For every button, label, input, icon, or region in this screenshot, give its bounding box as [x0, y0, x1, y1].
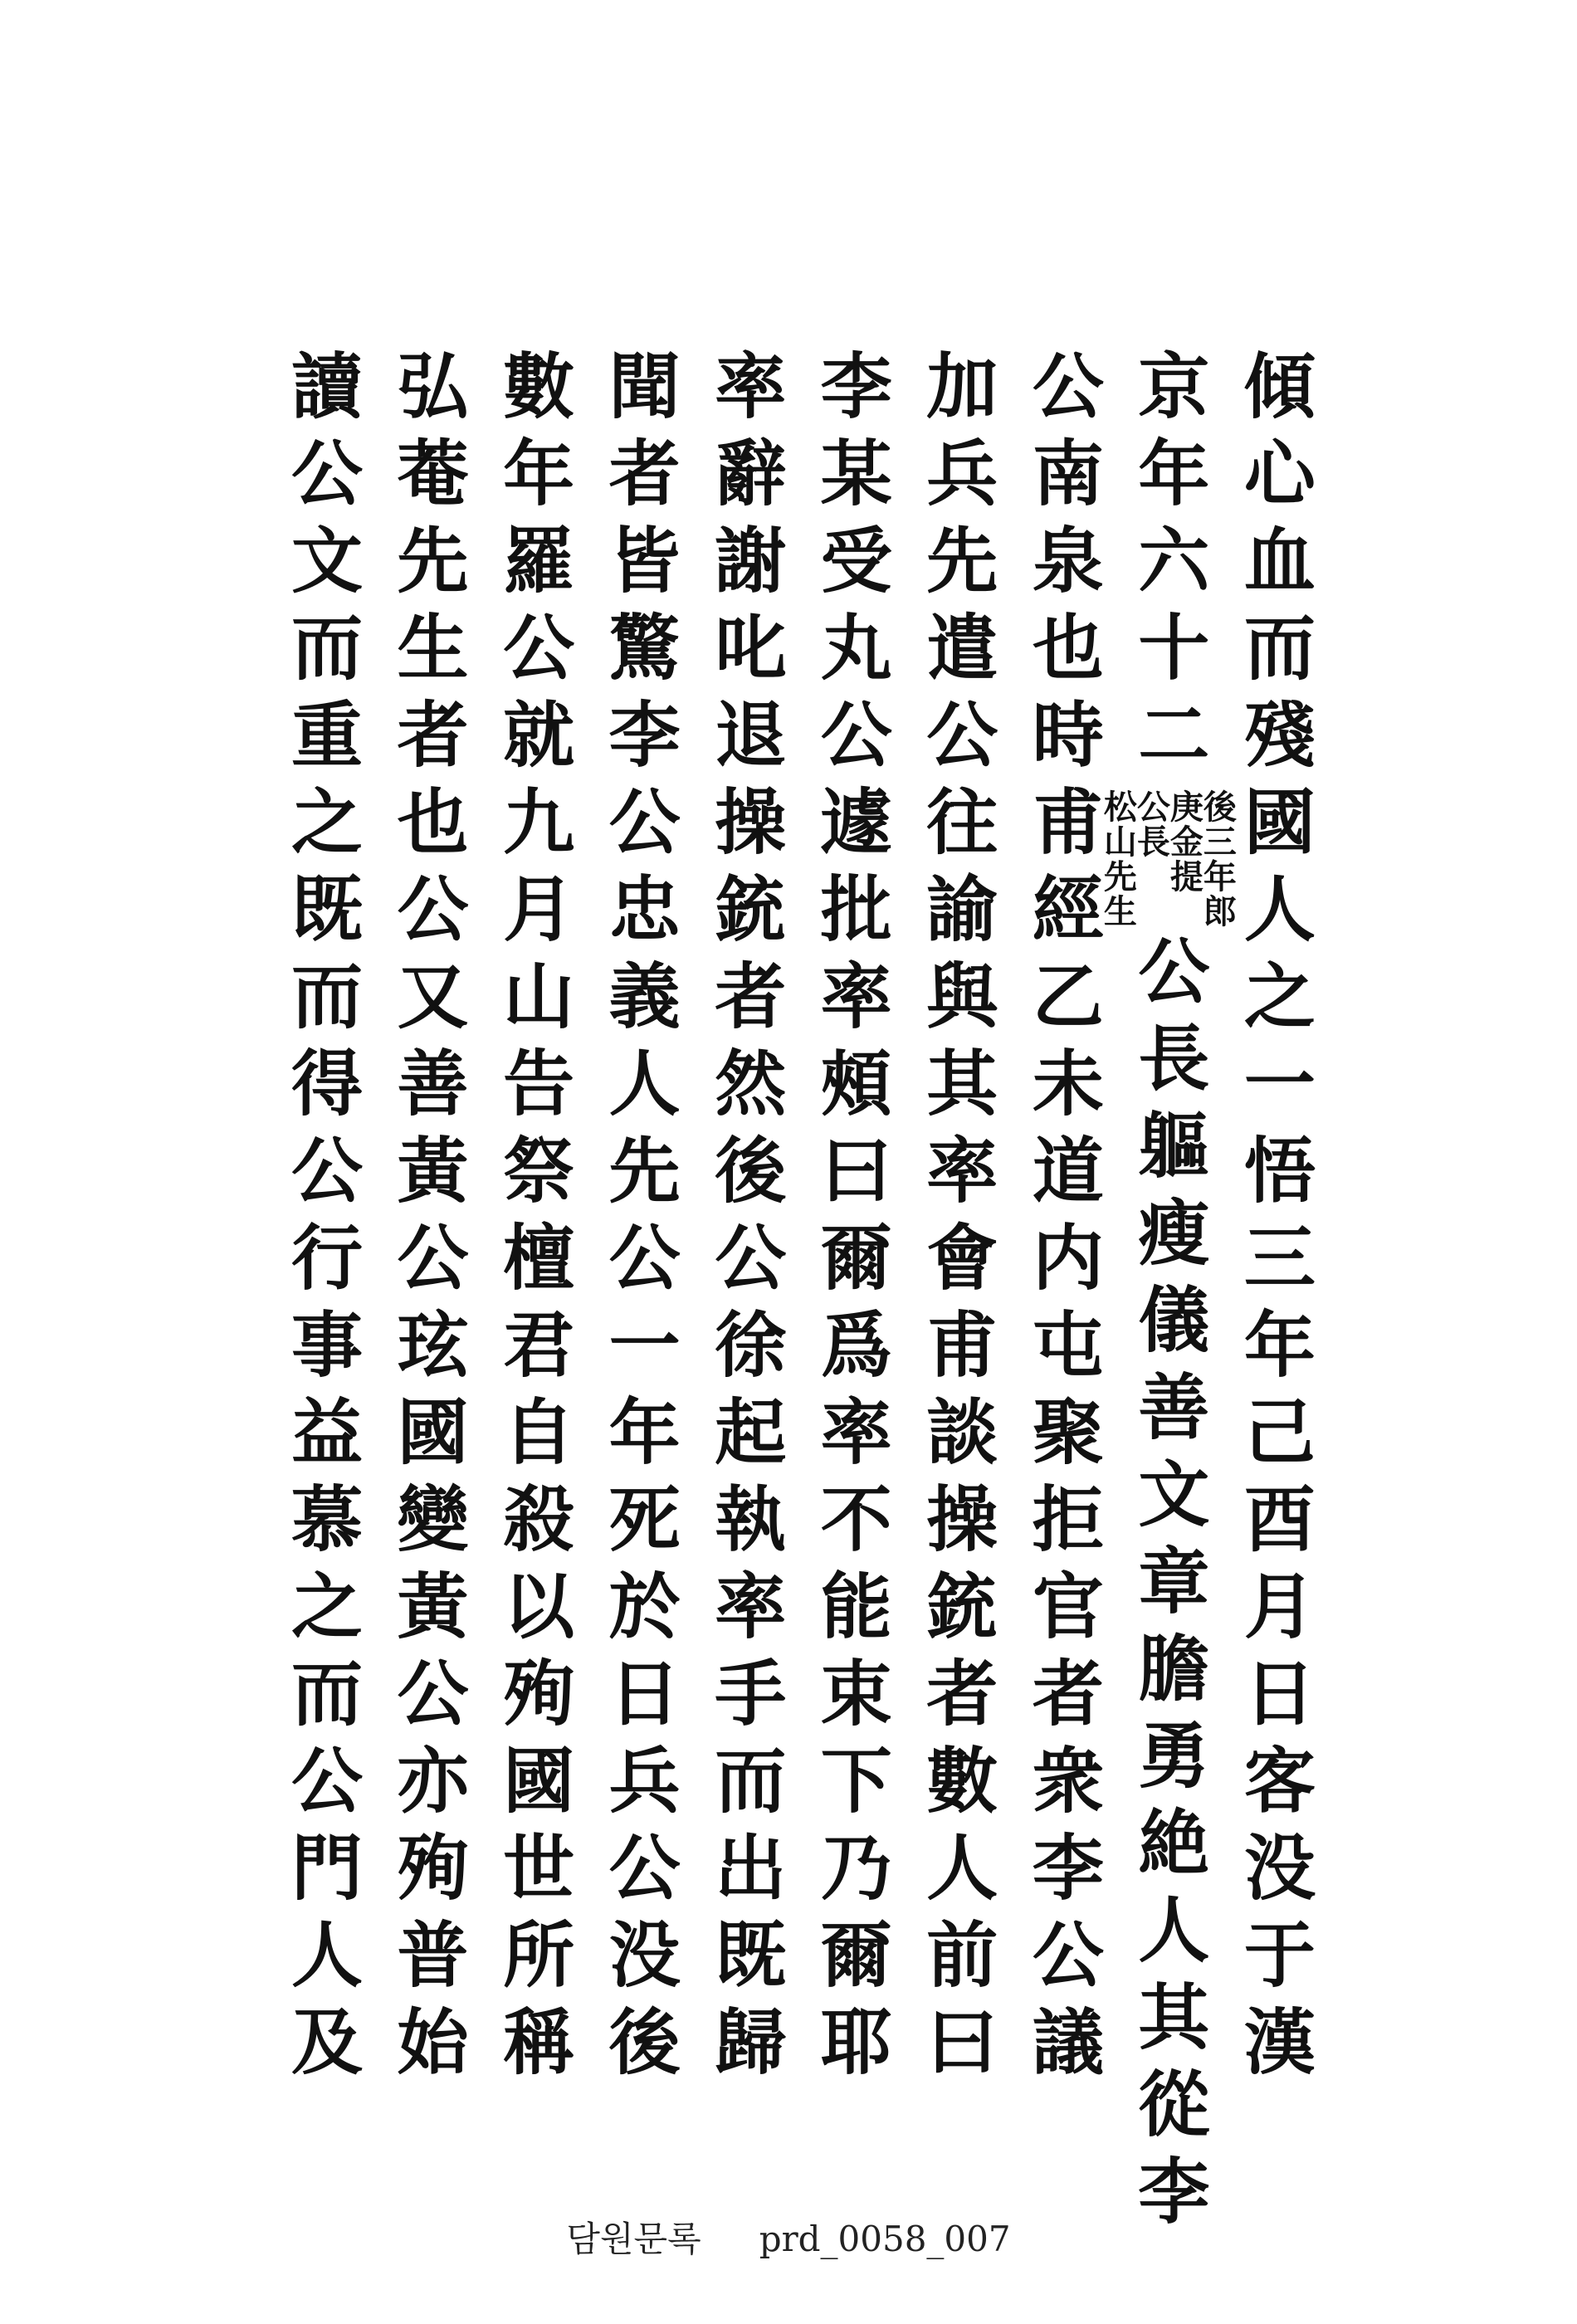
column-text: 弘菴先生者也公又善黃公玹國變黃公亦殉普始 — [384, 349, 469, 2092]
collection-title: 담원문록 — [566, 2219, 701, 2259]
text-column-6 — [697, 349, 790, 2092]
column-text-cont: 公長軀瘦儀善文章膽勇絶人其從李 — [1125, 934, 1210, 2241]
text-column-5 — [803, 349, 896, 2092]
text-column-7 — [592, 349, 685, 2092]
text-column-1 — [1227, 349, 1320, 2092]
column-text: 讀公文而重之既而得公行事益慕之而公門人及 — [279, 349, 363, 2092]
column-text: 率辭謝叱退操銃者然後公徐起執率手而出既歸 — [702, 349, 787, 2092]
note-line: 公長 — [1131, 789, 1171, 859]
note-line: 庚金提 — [1164, 789, 1204, 894]
text-column-3 — [1015, 349, 1108, 2092]
column-text: 聞者皆驚李公忠義人先公一年死於日兵公没後 — [596, 349, 681, 2092]
column-text: 李某受丸公遽批率頰曰爾爲率不能束下乃爾耶 — [808, 349, 892, 2092]
text-column-2 — [1098, 349, 1238, 2241]
column-text: 數年羅公就九月山告祭檀君自殺以殉國世所稱 — [491, 349, 575, 2092]
note-line: 松山先生 — [1098, 789, 1138, 929]
text-column-10 — [274, 349, 367, 2092]
column-text: 傾心血而殘國人之一悟三年己酉月日客没于漢 — [1231, 349, 1316, 2092]
column-text: 加兵先遣公往諭與其率會甫談操銃者數人前曰 — [914, 349, 998, 2092]
page-footer — [0, 2212, 1577, 2262]
note-line: 後三年郎 — [1198, 789, 1238, 929]
page-identifier: prd_0058_007 — [759, 2219, 1011, 2259]
column-text: 京年六十二 — [1125, 349, 1210, 784]
column-text: 公南泉也時甫經乙未道内屯聚拒官者衆李公議 — [1019, 349, 1104, 2092]
interlinear-note — [1098, 789, 1238, 929]
text-column-4 — [909, 349, 1002, 2092]
text-column-8 — [486, 349, 579, 2092]
text-column-9 — [380, 349, 473, 2092]
